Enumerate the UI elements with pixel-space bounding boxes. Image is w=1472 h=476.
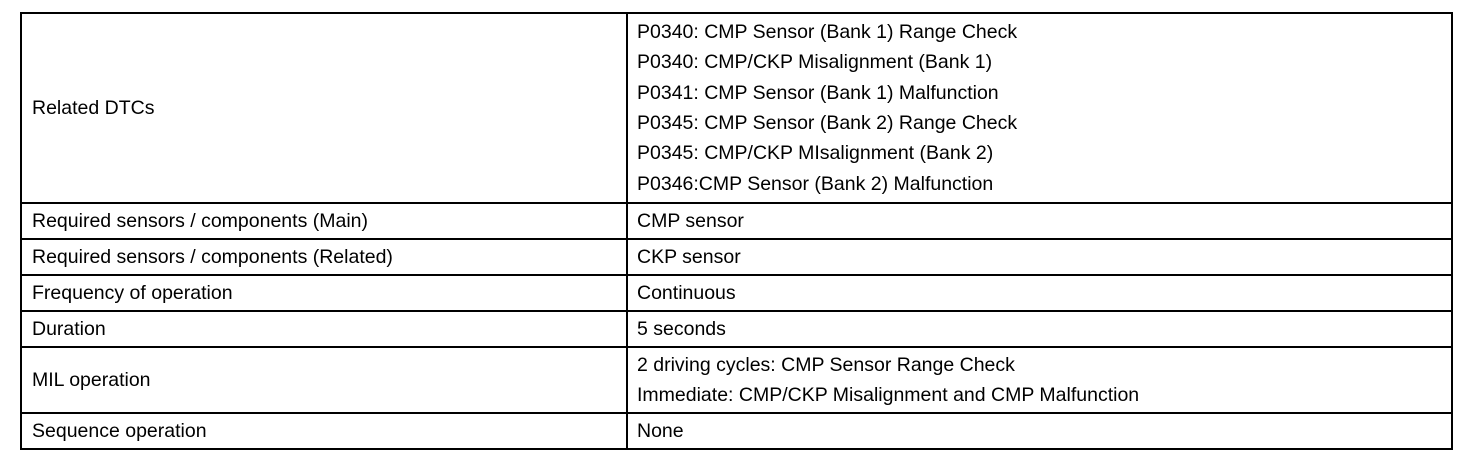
table-row-sequence [21,413,1452,449]
dtc-line: P0341: CMP Sensor (Bank 1) Malfunction [637,81,999,104]
row-label-duration: Duration [21,311,627,347]
row-value-related-dtcs [627,13,1452,203]
dtc-line: P0340: CMP/CKP Misalignment (Bank 1) [637,51,993,74]
table-row-duration [21,311,1452,347]
row-label-mil-operation: MIL operation [21,347,627,413]
table-row-required-related [21,239,1452,275]
dtc-line: P0345: CMP/CKP MIsalignment (Bank 2) [637,142,994,165]
row-value-mil-operation [627,347,1452,413]
row-value-duration: 5 seconds [627,311,1452,347]
row-value-required-related: CKP sensor [627,239,1452,275]
row-label-required-related: Required sensors / components (Related) [21,239,627,275]
row-value-required-main: CMP sensor [627,203,1452,239]
mil-line: 2 driving cycles: CMP Sensor Range Check [637,353,1015,376]
row-value-frequency: Continuous [627,275,1452,311]
spec-table [20,12,1453,450]
table-row-required-main [21,203,1452,239]
table-row-frequency [21,275,1452,311]
dtc-line: P0340: CMP Sensor (Bank 1) Range Check [637,21,1018,44]
row-value-sequence: None [627,413,1452,449]
table-row-mil-operation [21,347,1452,413]
row-label-sequence: Sequence operation [21,413,627,449]
row-label-frequency: Frequency of operation [21,275,627,311]
mil-line: Immediate: CMP/CKP Misalignment and CMP Malfunction [637,384,1140,406]
row-label-related-dtcs: Related DTCs [21,13,627,203]
dtc-line: P0346:CMP Sensor (Bank 2) Malfunction [637,172,994,195]
table-row-related-dtcs [21,13,1452,203]
row-label-required-main: Required sensors / components (Main) [21,203,627,239]
dtc-line: P0345: CMP Sensor (Bank 2) Range Check [637,112,1018,134]
